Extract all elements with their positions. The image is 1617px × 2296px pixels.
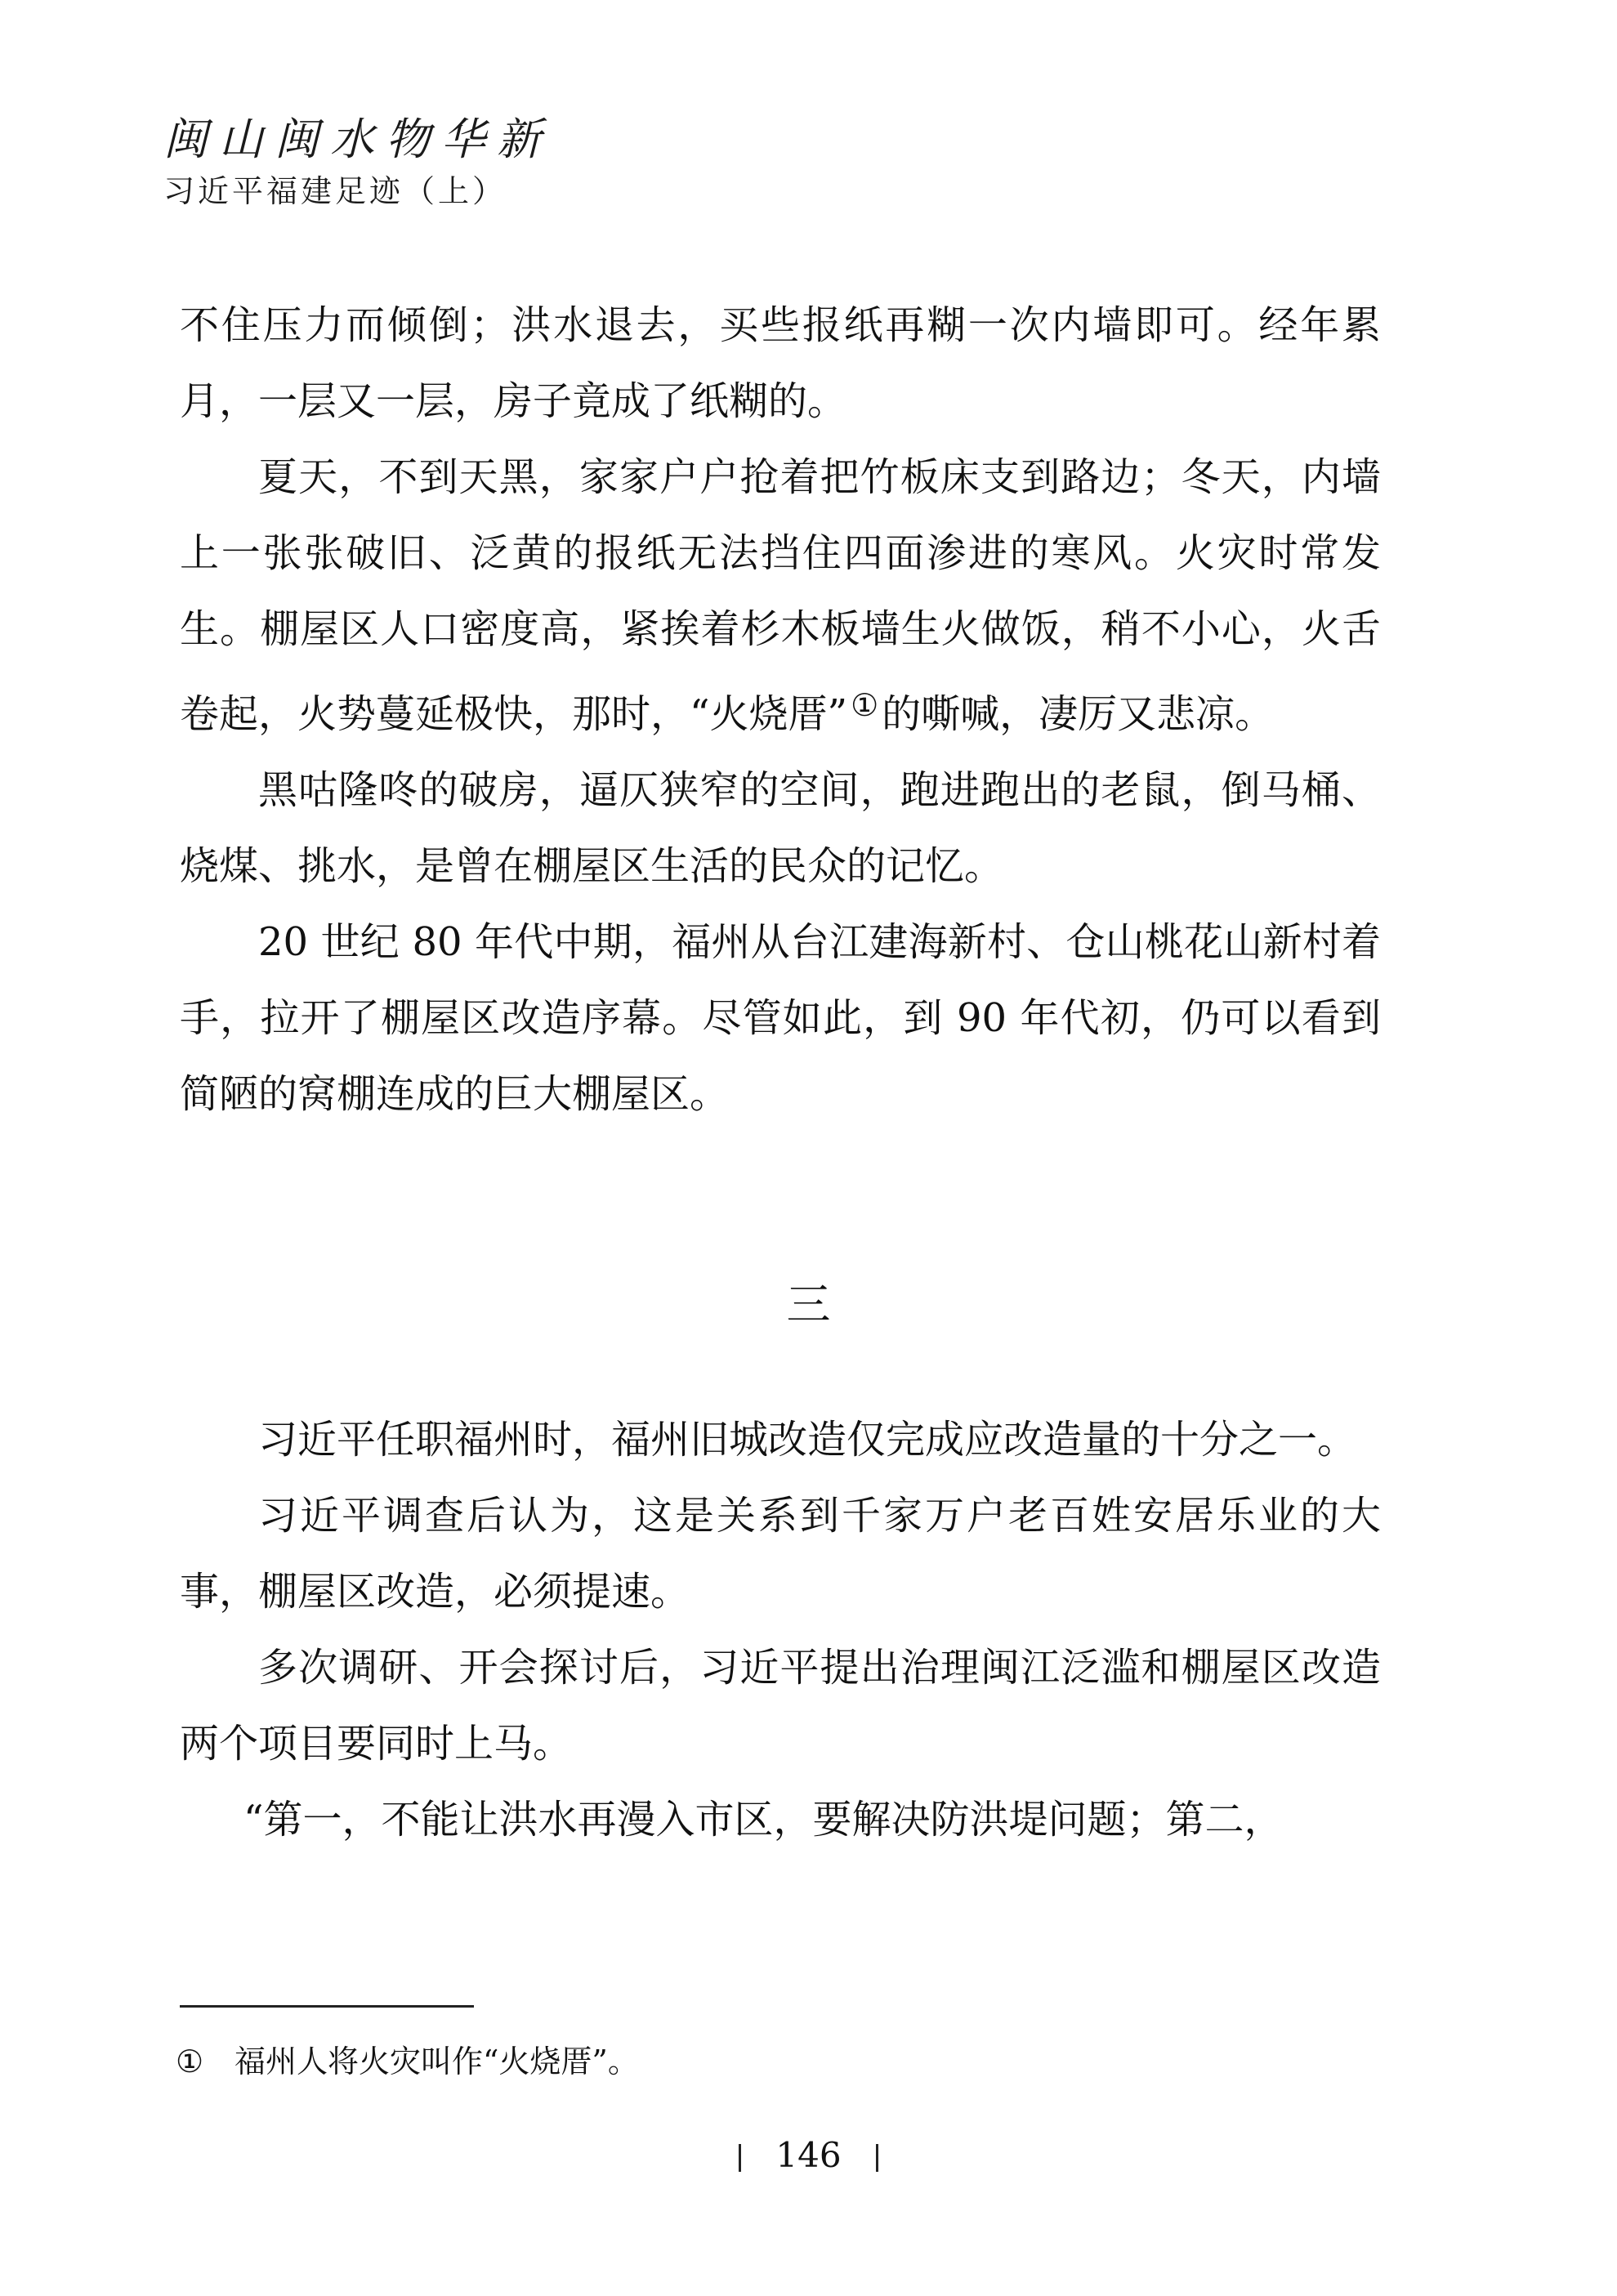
paragraph: “第一，不能让洪水再漫入市区，要解决防洪堤问题；第二， <box>243 1797 1284 1843</box>
paragraph: 不住压力而倾倒；洪水退去，买些报纸再糊一次内墙即可。经年累月，一层又一层，房子竟成了纸糊的。 <box>180 302 1381 424</box>
footnote-marker: ① <box>176 2044 204 2079</box>
series-subtitle: 习近平福建足迹（上） <box>163 173 507 209</box>
footnote-divider <box>180 2005 474 2008</box>
paragraph: 习近平调查后认为，这是关系到千家万户老百姓安居乐业的大事，棚屋区改造，必须提速。 <box>180 1493 1381 1615</box>
paragraph <box>180 440 1381 753</box>
page-number: 146 <box>775 2135 842 2175</box>
body-text-lower <box>180 1402 1381 1858</box>
footer-bar-right <box>876 2144 878 2172</box>
paragraph-text: 的嘶喊，凄厉又悲凉。 <box>882 691 1275 737</box>
body-text-upper <box>180 288 1381 1132</box>
footnote-text: 福州人将火灾叫作“火烧厝”。 <box>235 2044 639 2079</box>
paragraph: 20 世纪 80 年代中期，福州从台江建海新村、仓山桃花山新村着手，拉开了棚屋区改造序幕。尽管如此，到 90 年代初，仍可以看到简陋的窝棚连成的巨大棚屋区。 <box>180 919 1381 1117</box>
footnote-ref[interactable]: ① <box>851 687 879 723</box>
section-heading: 三 <box>786 1279 831 1330</box>
paragraph: 黑咕隆咚的破房，逼仄狭窄的空间，跑进跑出的老鼠，倒马桶、烧煤、挑水，是曾在棚屋区生活的民众的记忆。 <box>180 767 1381 889</box>
footnote <box>176 2041 639 2082</box>
footer-bar-left <box>739 2144 741 2172</box>
running-header <box>163 113 552 211</box>
paragraph: 习近平任职福州时，福州旧城改造仅完成应改造量的十分之一。 <box>258 1417 1357 1463</box>
series-title: 闽山闽水物华新 <box>163 114 552 165</box>
paragraph: 多次调研、开会探讨后，习近平提出治理闽江泛滥和棚屋区改造两个项目要同时上马。 <box>180 1645 1381 1767</box>
page-footer <box>0 2133 1617 2178</box>
paragraph-text: 夏天，不到天黑，家家户户抢着把竹板床支到路边；冬天，内墙上一张张破旧、泛黄的报纸无法挡住四面渗进的寒风。火灾时常发生。棚屋区人口密度高，紧挨着杉木板墙生火做饭，稍不小心，火舌卷起，火势蔓延极快，那时，“火烧厝” <box>180 454 1381 737</box>
